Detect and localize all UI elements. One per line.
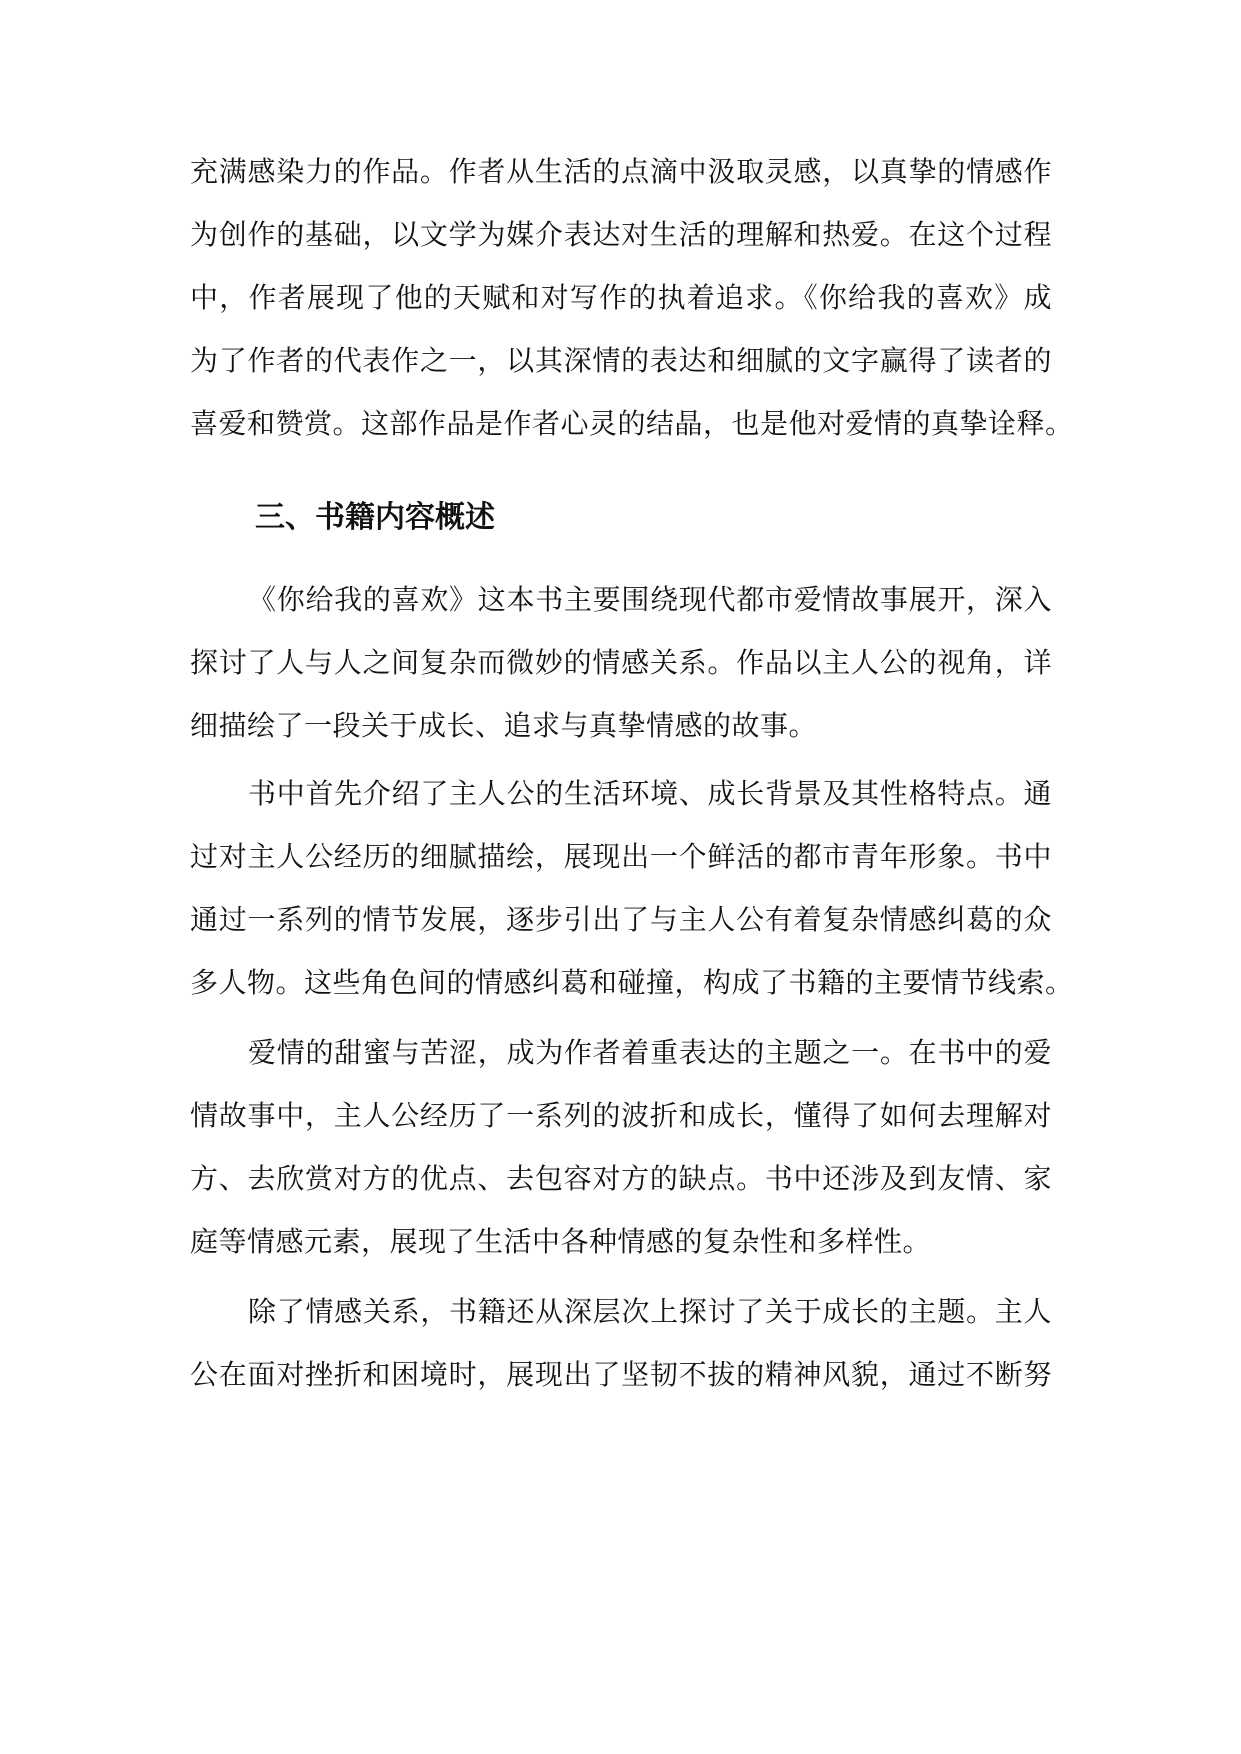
para1-line-1: 《你给我的喜欢》这本书主要围绕现代都市爱情故事展开，深入 xyxy=(248,583,1052,616)
para2-line-3: 通过一系列的情节发展，逐步引出了与主人公有着复杂情感纠葛的众 xyxy=(190,903,1052,936)
para3-line-3: 方、去欣赏对方的优点、去包容对方的缺点。书中还涉及到友情、家 xyxy=(190,1162,1052,1195)
para2-line-4: 多人物。这些角色间的情感纠葛和碰撞，构成了书籍的主要情节线索。 xyxy=(190,966,1074,999)
para3-line-2: 情故事中，主人公经历了一系列的波折和成长，懂得了如何去理解对 xyxy=(190,1099,1052,1132)
section1-line-5: 喜爱和赞赏。这部作品是作者心灵的结晶，也是他对爱情的真挚诠释。 xyxy=(190,407,1074,440)
para3-line-4: 庭等情感元素，展现了生活中各种情感的复杂性和多样性。 xyxy=(190,1225,932,1258)
section1-line-1: 充满感染力的作品。作者从生活的点滴中汲取灵感，以真挚的情感作 xyxy=(190,155,1052,188)
para2-line-2: 过对主人公经历的细腻描绘，展现出一个鲜活的都市青年形象。书中 xyxy=(190,840,1052,873)
para1-line-3: 细描绘了一段关于成长、追求与真挚情感的故事。 xyxy=(190,709,818,742)
para3-line-1: 爱情的甜蜜与苦涩，成为作者着重表达的主题之一。在书中的爱 xyxy=(248,1036,1052,1069)
section1-line-4: 为了作者的代表作之一，以其深情的表达和细腻的文字赢得了读者的 xyxy=(190,344,1052,377)
para4-line-1: 除了情感关系，书籍还从深层次上探讨了关于成长的主题。主人 xyxy=(248,1295,1052,1328)
section-heading: 三、书籍内容概述 xyxy=(255,500,495,535)
section1-line-3: 中，作者展现了他的天赋和对写作的执着追求。《你给我的喜欢》成 xyxy=(190,281,1052,314)
para4-line-2: 公在面对挫折和困境时，展现出了坚韧不拔的精神风貌，通过不断努 xyxy=(190,1358,1052,1391)
para1-line-2: 探讨了人与人之间复杂而微妙的情感关系。作品以主人公的视角，详 xyxy=(190,646,1052,679)
para2-line-1: 书中首先介绍了主人公的生活环境、成长背景及其性格特点。通 xyxy=(248,777,1052,810)
section1-line-2: 为创作的基础，以文学为媒介表达对生活的理解和热爱。在这个过程 xyxy=(190,218,1052,251)
